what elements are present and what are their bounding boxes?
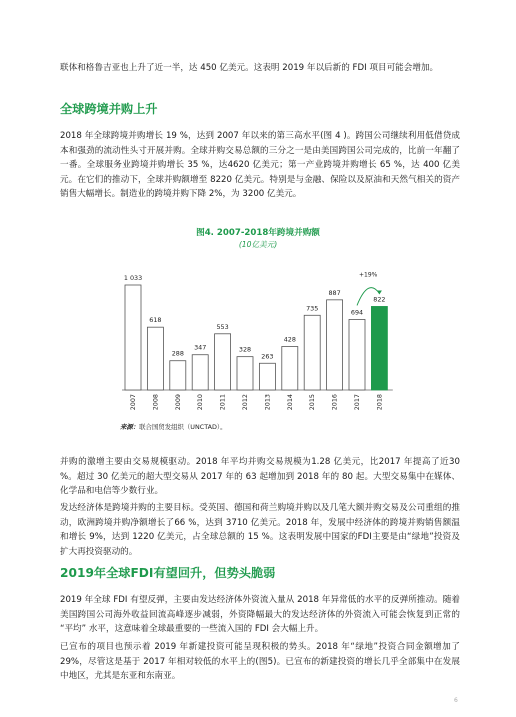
bar-2018 [371, 306, 387, 390]
deal-size-paragraph: 并购的激增主要由交易规模驱动。2018 年平均并购交易规模为1.28 亿美元，比2017 年提高了近30 %。超过 30 亿美元的超大型交易从 2017 年的 63 起增加到 2018 年的 80 起。大型交易集中在媒体、化学品和电信等少数行业。 [60, 457, 460, 497]
bar-2014 [282, 346, 298, 390]
tick-label-2015: 2015 [308, 394, 317, 411]
bar-2009 [170, 361, 186, 390]
section-heading-cross-border-ma: 全球跨境并购上升 [60, 102, 158, 116]
value-label-2012: 328 [238, 345, 252, 354]
value-label-2016: 887 [328, 288, 341, 297]
chart-title: 图4. 2007-2018年跨境并购额 [196, 228, 320, 238]
chart-subtitle: (10亿美元) [238, 240, 278, 249]
bar-2016 [327, 300, 343, 390]
tick-label-2010: 2010 [196, 394, 205, 411]
tick-label-2017: 2017 [353, 394, 361, 411]
bar-2012 [237, 357, 253, 390]
value-label-2014: 428 [283, 335, 296, 344]
value-label-2009: 288 [171, 349, 184, 358]
tick-label-2008: 2008 [151, 394, 160, 411]
value-label-2007: 1 033 [123, 274, 143, 282]
outlook-paragraph: 2019 年全球 FDI 有望反弹，主要由发达经济体外资流入量从 2018 年异常低的水平的反弹所推动。随着美国跨国公司海外收益回流高峰逐步减弱，外资降幅最大的发达经济体的外资流入可能会恢复到正常的 “平均” 水平，这意味着全球最重要的一些流入国的 FDI 会大幅上升。 [60, 595, 460, 635]
value-label-2017: 694 [350, 308, 364, 317]
tick-label-2009: 2009 [173, 394, 182, 411]
tick-label-2012: 2012 [241, 394, 249, 411]
page-number: 6 [454, 697, 458, 704]
bar-2010 [192, 355, 208, 390]
value-label-2010: 347 [194, 343, 207, 352]
chart-layer [122, 271, 393, 410]
intro-paragraph: 联体和格鲁吉亚也上升了近一半，达 450 亿美元。这表明 2019 年以后新的 FDI 项目可能会增加。 [60, 63, 439, 73]
tick-label-2013: 2013 [263, 394, 272, 411]
value-label-2008: 618 [149, 316, 162, 325]
bar-2007 [125, 285, 141, 390]
tick-label-2014: 2014 [285, 394, 294, 411]
bar-2013 [259, 363, 275, 390]
greenfield-paragraph: 已宣布的项目也预示着 2019 年新建投资可能呈现积极的势头。2018 年“绿地”投资合同金额增加了 29%，尽管这是基于 2017 年相对较低的水平上的(图5)。已宣布的新建投资的增长几乎全部集中在发展中地区，尤其是东亚和东南亚。 [60, 642, 460, 682]
section-heading-2019-outlook: 2019年全球FDI有望回升，但势头脆弱 [60, 566, 276, 580]
chart-source [120, 422, 227, 431]
tick-label-2018: 2018 [375, 394, 384, 411]
source-text: 联合国贸发组织（UNCTAD）。 [139, 423, 227, 431]
bar-2015 [304, 315, 320, 390]
developed-economies-paragraph: 发达经济体是跨境并购的主要目标。受英国、德国和荷兰购境并购以及几笔大额并购交易及公司重组的推动，欧洲跨境并购净额增长了66 %，达到 3710 亿美元。2018 年，发展中经济体的跨境并购销售额温和增长 9%，达到 1220 亿美元，占全球总额的 15 %。这表明发展中国家的FDI主要是由“绿地”投资及扩大再投资驱动的。 [60, 503, 460, 557]
value-label-2018: 822 [373, 295, 386, 304]
bar-2017 [349, 319, 365, 390]
source-label: 来源： [120, 423, 140, 431]
value-label-2011: 553 [216, 322, 229, 331]
value-label-2013: 263 [261, 352, 274, 361]
growth-arrow-head [377, 290, 382, 294]
tick-label-2011: 2011 [218, 394, 227, 411]
tick-label-2016: 2016 [330, 394, 339, 411]
bar-2008 [147, 327, 163, 390]
bar-2011 [215, 334, 231, 390]
ma-overview-paragraph: 2018 年全球跨境并购增长 19 %，达到 2007 年以来的第三高水平(图 4 )。跨国公司继续利用低借贷成本和强劲的流动性头寸开展并购。全球并购交易总额的三分之一是由美国跨国公司完成的，比前一年翻了一番。全球服务业跨境并购增长 35 %，达4620 亿美元；第一产业跨境并购增长 65 %，达 400 亿美元。在它们的推动下，全球并购额增至 8220 亿美元。特别是与金融、保险以及原油和天然气相关的资产销售大幅增长。制造业的跨境并购下降 2%，为 3200 亿美元。 [60, 131, 460, 200]
tick-label-2007: 2007 [129, 394, 137, 411]
value-label-2015: 735 [306, 304, 319, 313]
growth-annotation: +19% [359, 271, 378, 279]
